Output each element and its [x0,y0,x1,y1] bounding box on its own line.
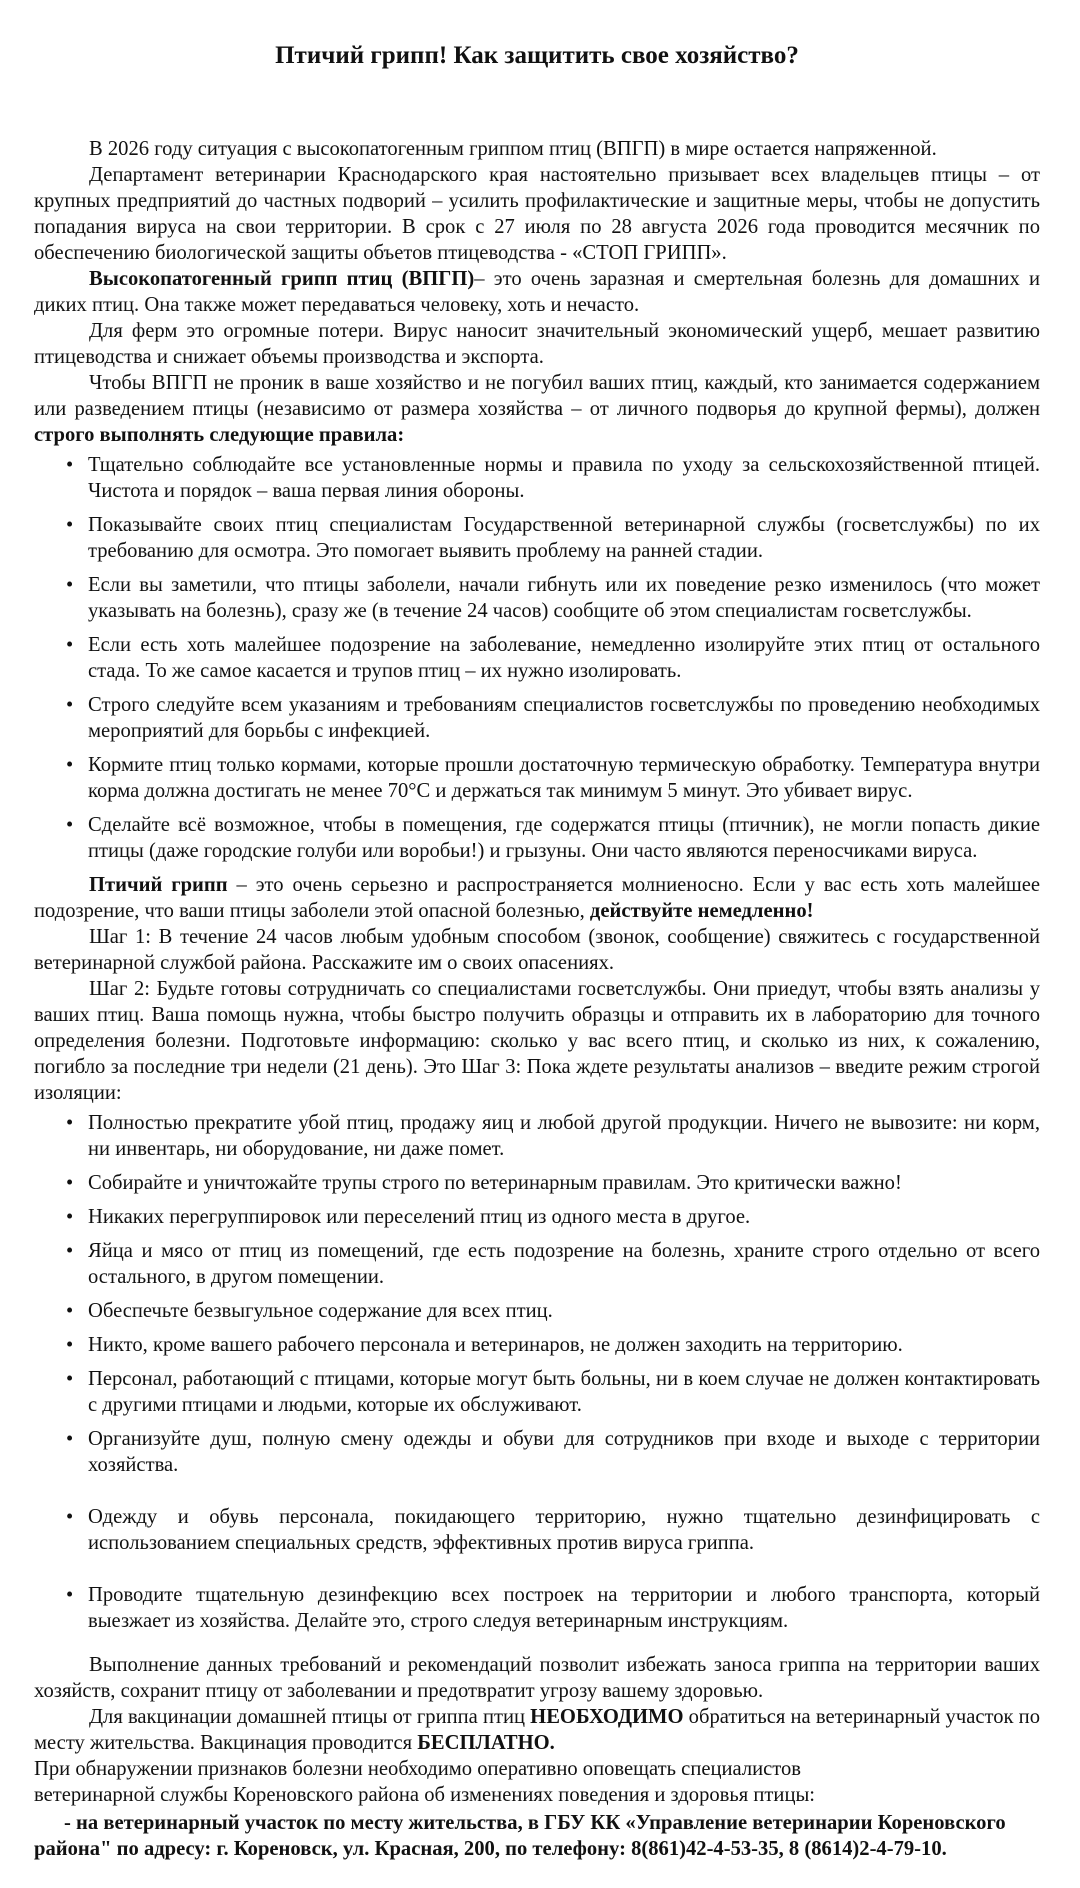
paragraph-step-1: Шаг 1: В течение 24 часов любым удобным способом (звонок, сообщение) свяжитесь с государственной ветеринарной службой района. Расскажите им о своих опасениях. [34,926,1040,974]
paragraph-conclusion: Выполнение данных требований и рекомендаций позволит избежать заноса гриппа на территории ваших хозяйств, сохранит птицу от заболевании и предотвратит угрозу вашему здоровью. [34,1654,1040,1702]
definition-text: – это очень заразная и смертельная болезнь для домашних и диких птиц. Она также может передаваться человеку, хоть и нечасто. [34,268,1040,316]
paragraph-warning [34,872,1040,924]
vaccination-emphasis: НЕОБХОДИМО [530,1706,684,1728]
vaccination-text: Для вакцинации домашней птицы от гриппа птиц [89,1706,531,1728]
isolation-item: • Организуйте душ, полную смену одежды и обуви для сотрудников при входе и выходе с территории хозяйства. [88,1426,1040,1478]
rule-item: • Тщательно соблюдайте все установленные нормы и правила по уходу за сельскохозяйственной птицей. Чистота и порядок – ваша первая линия обороны. [88,452,1040,504]
paragraph-step-2: Шаг 2: Будьте готовы сотрудничать со специалистами госветслужбы. Они приедут, чтобы взять анализы у ваших птиц. Ваша помощь нужна, чтобы быстро получить образцы и отправить их в лабораторию для точного определения болезни. Подготовьте информацию: сколько у вас всего птиц, и сколько из них, к сожалению, погибло за последние три недели (21 день). Это Шаг 3: Пока ждете результаты анализов – введите режим строгой изоляции: [34,978,1040,1104]
warning-emphasis: действуйте немедленно! [589,900,814,922]
rule-item: • Сделайте всё возможное, чтобы в помещения, где содержатся птицы (птичник), не могли попасть дикие птицы (даже городские голуби или воробьи!) и грызуны. Они часто являются переносчиками вируса. [88,812,1040,864]
isolation-item: • Собирайте и уничтожайте трупы строго по ветеринарным правилам. Это критически важно! [88,1170,1040,1196]
paragraph-losses: Для ферм это огромные потери. Вирус наносит значительный экономический ущерб, мешает развитию птицеводства и снижает объемы производства и экспорта. [34,320,1040,368]
document-title: Птичий грипп! Как защитить свое хозяйство? [275,42,799,69]
warning-term: Птичий грипп [89,874,228,896]
isolation-list [34,1110,1040,1478]
isolation-item: • Одежду и обувь персонала, покидающего территорию, нужно тщательно дезинфицировать с использованием специальных средств, эффективных против вируса гриппа. [88,1504,1040,1556]
paragraph-vaccination [34,1704,1040,1756]
paragraph-definition [34,266,1040,318]
isolation-item: • Персонал, работающий с птицами, которые могут быть больны, ни в коем случае не должен контактировать с другими птицами и людьми, которые их обслуживают. [88,1366,1040,1418]
vaccination-free: БЕСПЛАТНО. [417,1732,555,1754]
rules-list [34,452,1040,864]
isolation-item: • Обеспечьте безвыгульное содержание для всех птиц. [88,1298,1040,1324]
rules-intro-emphasis: строго выполнять следующие правила: [34,424,405,446]
spacer [34,1642,1040,1652]
rule-item: • Строго следуйте всем указаниям и требованиям специалистов госветслужбы по проведению необходимых мероприятий для борьбы с инфекцией. [88,692,1040,744]
paragraph-notify: При обнаружении признаков болезни необходимо оперативно оповещать специалистов ветеринарной службы Кореновского района об изменениях поведения и здоровья птицы: [34,1758,816,1806]
rules-intro-text: Чтобы ВПГП не проник в ваше хозяйство и не погубил ваших птиц, каждый, кто занимается содержанием или разведением птицы (независимо от размера хозяйства – от личного подворья до крупной фермы), должен [34,372,1040,420]
isolation-item: • Полностью прекратите убой птиц, продажу яиц и любой другой продукции. Ничего не вывозите: ни корм, ни инвентарь, ни оборудование, ни даже помет. [88,1110,1040,1162]
isolation-item: • Никто, кроме вашего рабочего персонала и ветеринаров, не должен заходить на территорию. [88,1332,1040,1358]
isolation-list-3 [34,1582,1040,1634]
warning-text: – это очень серьезно и распространяется молниеносно. Если у вас есть хоть малейшее подозрение, что ваши птицы заболели этой опасной болезнью, [34,874,1040,922]
isolation-item: • Проводите тщательную дезинфекцию всех построек на территории и любого транспорта, который выезжает из хозяйства. Делайте это, строго следуя ветеринарным инструкциям. [88,1582,1040,1634]
rule-item: • Показывайте своих птиц специалистам Государственной ветеринарной службы (госветслужбы) по их требованию для осмотра. Это помогает выявить проблему на ранней стадии. [88,512,1040,564]
isolation-item: • Яйца и мясо от птиц из помещений, где есть подозрение на болезнь, храните строго отдельно от всего остального, в другом помещении. [88,1238,1040,1290]
rule-item: • Если вы заметили, что птицы заболели, начали гибнуть или их поведение резко изменилось (что может указывать на болезнь), сразу же (в течение 24 часов) сообщите об этом специалистам госветслужбы. [88,572,1040,624]
spacer [34,1564,1040,1578]
spacer [34,1486,1040,1500]
paragraph-situation: В 2026 году ситуация с высокопатогенным гриппом птиц (ВПГП) в мире остается напряженной. [89,138,937,160]
rule-item: • Кормите птиц только кормами, которые прошли достаточную термическую обработку. Температура внутри корма должна достигать не менее 70°C и держаться так минимум 5 минут. Это убивает вирус. [88,752,1040,804]
definition-term: Высокопатогенный грипп птиц (ВПГП) [89,268,475,290]
paragraph-rules-intro [34,370,1040,448]
paragraph-contact: - на ветеринарный участок по месту жительства, в ГБУ КК «Управление ветеринарии Кореновского района" по адресу: г. Кореновск, ул. Красная, 200, по телефону: 8(861)42-4-53-35, 8 (8614)2-4-79-10. [34,1812,1006,1860]
isolation-item: • Никаких перегруппировок или переселений птиц из одного места в другое. [88,1204,1040,1230]
paragraph-department: Департамент ветеринарии Краснодарского края настоятельно призывает всех владельцев птицы – от крупных предприятий до частных подворий – усилить профилактические и защитные меры, чтобы не допустить попадания вируса на свои территории. В срок с 27 июля по 28 августа 2026 года проводится месячник по обеспечению биологической защиты объетов птицеводства - «СТОП ГРИПП». [34,164,1040,264]
rule-item: • Если есть хоть малейшее подозрение на заболевание, немедленно изолируйте этих птиц от остального стада. То же самое касается и трупов птиц – их нужно изолировать. [88,632,1040,684]
isolation-list-2 [34,1504,1040,1556]
vaccination-text-2: обратиться на ветеринарный участок по месту жительства. Вакцинация проводится [34,1706,1040,1754]
